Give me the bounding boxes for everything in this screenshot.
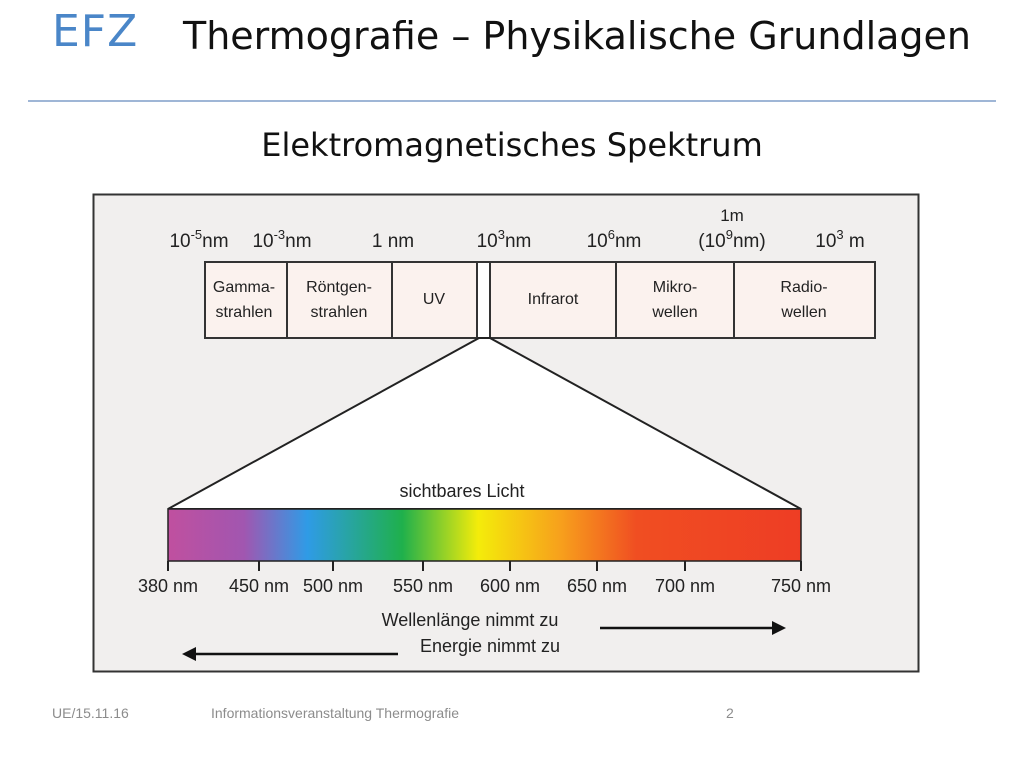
band-label: Röntgen- xyxy=(306,279,372,296)
slide-title: Thermografie – Physikalische Grundlagen xyxy=(183,14,971,58)
arrow-left-label: Energie nimmt zu xyxy=(419,636,561,656)
wavelength-tick-label: 380 nm xyxy=(137,576,199,596)
visible-band-slot xyxy=(477,262,490,338)
slide-subtitle: Elektromagnetisches Spektrum xyxy=(261,126,763,164)
wavelength-tick-label: 750 nm xyxy=(770,576,832,596)
band-label: Gamma- xyxy=(212,279,276,296)
efz-logo: EFZ xyxy=(52,6,139,57)
scale-label: $(10^9nm)$ xyxy=(698,227,766,252)
wavelength-tick-label: 700 nm xyxy=(654,576,716,596)
scale-label: $10^{-3}nm$ xyxy=(252,227,312,252)
wavelength-tick-label: 500 nm xyxy=(302,576,364,596)
wavelength-tick-label: 600 nm xyxy=(479,576,541,596)
visible-light-label: sichtbares Licht xyxy=(399,481,525,501)
footer-page-number: 2 xyxy=(726,705,734,721)
spectrum-diagram xyxy=(92,193,920,673)
band-label: wellen xyxy=(652,304,698,321)
band-label: wellen xyxy=(781,304,827,321)
scale-label: 1 nm xyxy=(371,231,415,252)
visible-spectrum-bar xyxy=(168,509,801,561)
band-label: Mikro- xyxy=(652,279,698,296)
wavelength-tick-label: 450 nm xyxy=(228,576,290,596)
arrow-right-label: Wellenlänge nimmt zu xyxy=(381,610,559,630)
scale-label: $10^6nm$ xyxy=(586,227,642,252)
wavelength-tick-label: 650 nm xyxy=(566,576,628,596)
scale-label: $10^3$ m xyxy=(815,227,865,252)
footer-title: Informationsveranstaltung Thermografie xyxy=(211,705,459,721)
scale-label: $10^3nm$ xyxy=(476,227,532,252)
band-label: Radio- xyxy=(780,279,828,296)
band-label: strahlen xyxy=(310,304,368,321)
scale-label-1m: 1m xyxy=(720,206,744,225)
band-label: strahlen xyxy=(215,304,273,321)
wavelength-tick-label: 550 nm xyxy=(392,576,454,596)
title-divider xyxy=(28,100,996,102)
band-label: UV xyxy=(422,291,446,308)
scale-label: $10^{-5}nm$ xyxy=(169,227,229,252)
band-label: Infrarot xyxy=(527,291,579,308)
footer-date: UE/15.11.16 xyxy=(52,705,129,721)
